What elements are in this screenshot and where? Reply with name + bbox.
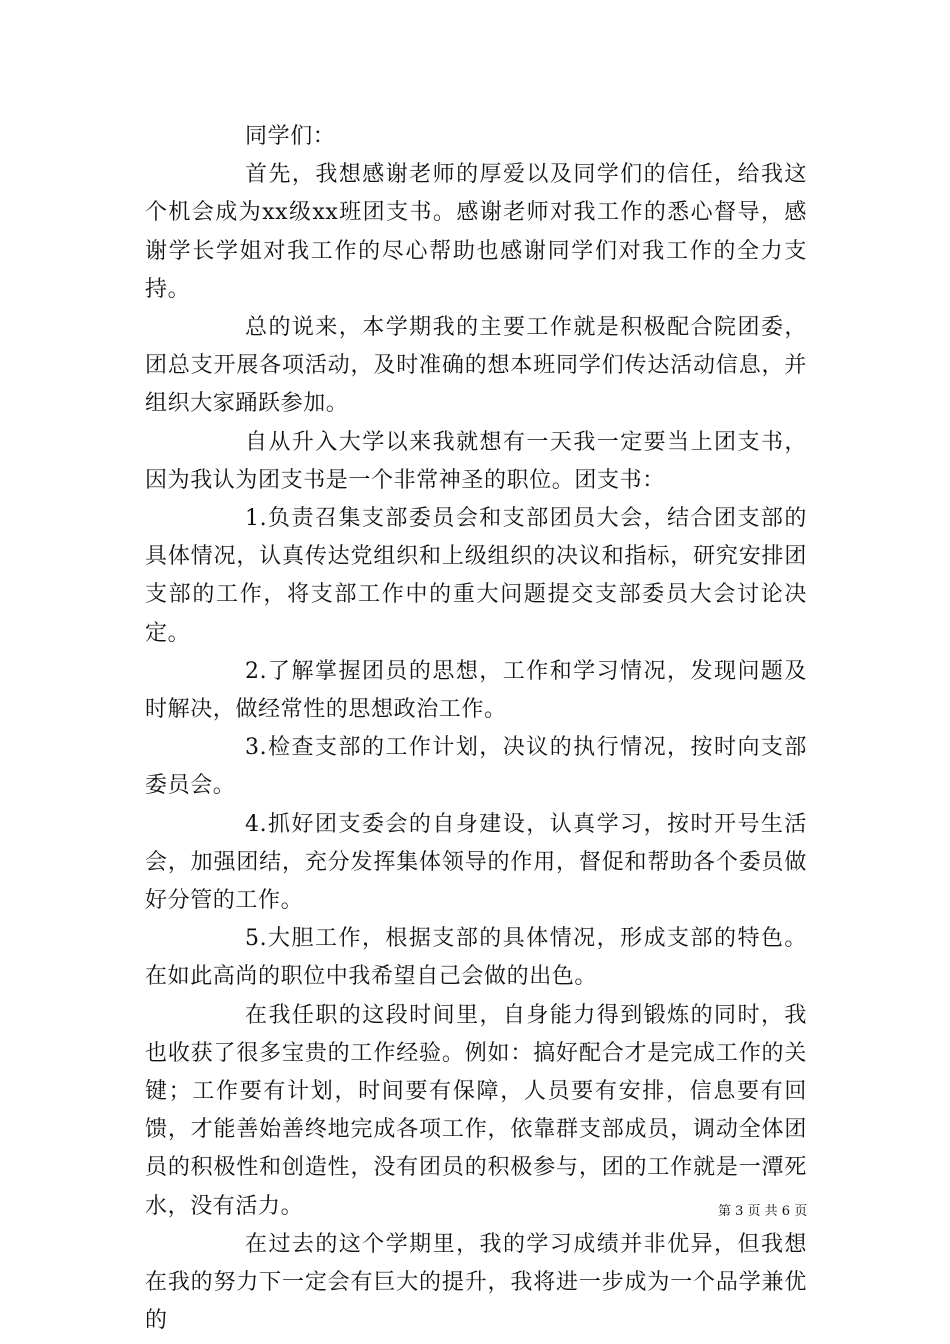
page-footer: 第 3 页 共 6 页	[718, 1204, 808, 1219]
paragraph-study: 在过去的这个学期里，我的学习成绩并非优异，但我想在我的努力下一定会有巨大的提升，我将进一步成为一个品学兼优的	[145, 1231, 807, 1334]
list-item-3: 3.检查支部的工作计划，决议的执行情况，按时向支部委员会。	[145, 735, 807, 799]
paragraph-aspiration: 自从升入大学以来我就想有一天我一定要当上团支书，因为我认为团支书是一个非常神圣的职位。团支书：	[145, 429, 807, 493]
list-item-2: 2.了解掌握团员的思想，工作和学习情况，发现问题及时解决，做经常性的思想政治工作。	[145, 658, 807, 723]
paragraph-summary: 总的说来，本学期我的主要工作就是积极配合院团委，团总支开展各项活动，及时准确的想本班同学们传达活动信息，并组织大家踊跃参加。	[145, 315, 807, 417]
list-item-4: 4.抓好团支委会的自身建设，认真学习，按时开号生活会，加强团结，充分发挥集体领导的作用，督促和帮助各个委员做好分管的工作。	[145, 811, 807, 914]
list-item-1: 1.负责召集支部委员会和支部团员大会，结合团支部的具体情况，认真传达党组织和上级组织的决议和指标，研究安排团支部的工作，将支部工作中的重大问题提交支部委员大会讨论决定。	[145, 506, 807, 646]
paragraph-thanks: 首先，我想感谢老师的厚爱以及同学们的信任，给我这个机会成为xx级xx班团支书。感谢老师对我工作的悉心督导，感谢学长学姐对我工作的尽心帮助也感谢同学们对我工作的全力支持。	[145, 162, 807, 302]
document-body	[145, 118, 807, 1341]
list-item-5: 5.大胆工作，根据支部的具体情况，形成支部的特色。在如此高尚的职位中我希望自己会做的出色。	[145, 926, 807, 990]
salutation: 同学们：	[245, 124, 336, 149]
paragraph-experience: 在我任职的这段时间里，自身能力得到锻炼的同时，我也收获了很多宝贵的工作经验。例如：搞好配合才是完成工作的关键；工作要有计划，时间要有保障，人员要有安排，信息要有回馈，才能善始善终地完成各项工作，依靠群支部成员，调动全体团员的积极性和创造性，没有团员的积极参与，团的工作就是一潭死水，没有活力。	[145, 1002, 807, 1219]
